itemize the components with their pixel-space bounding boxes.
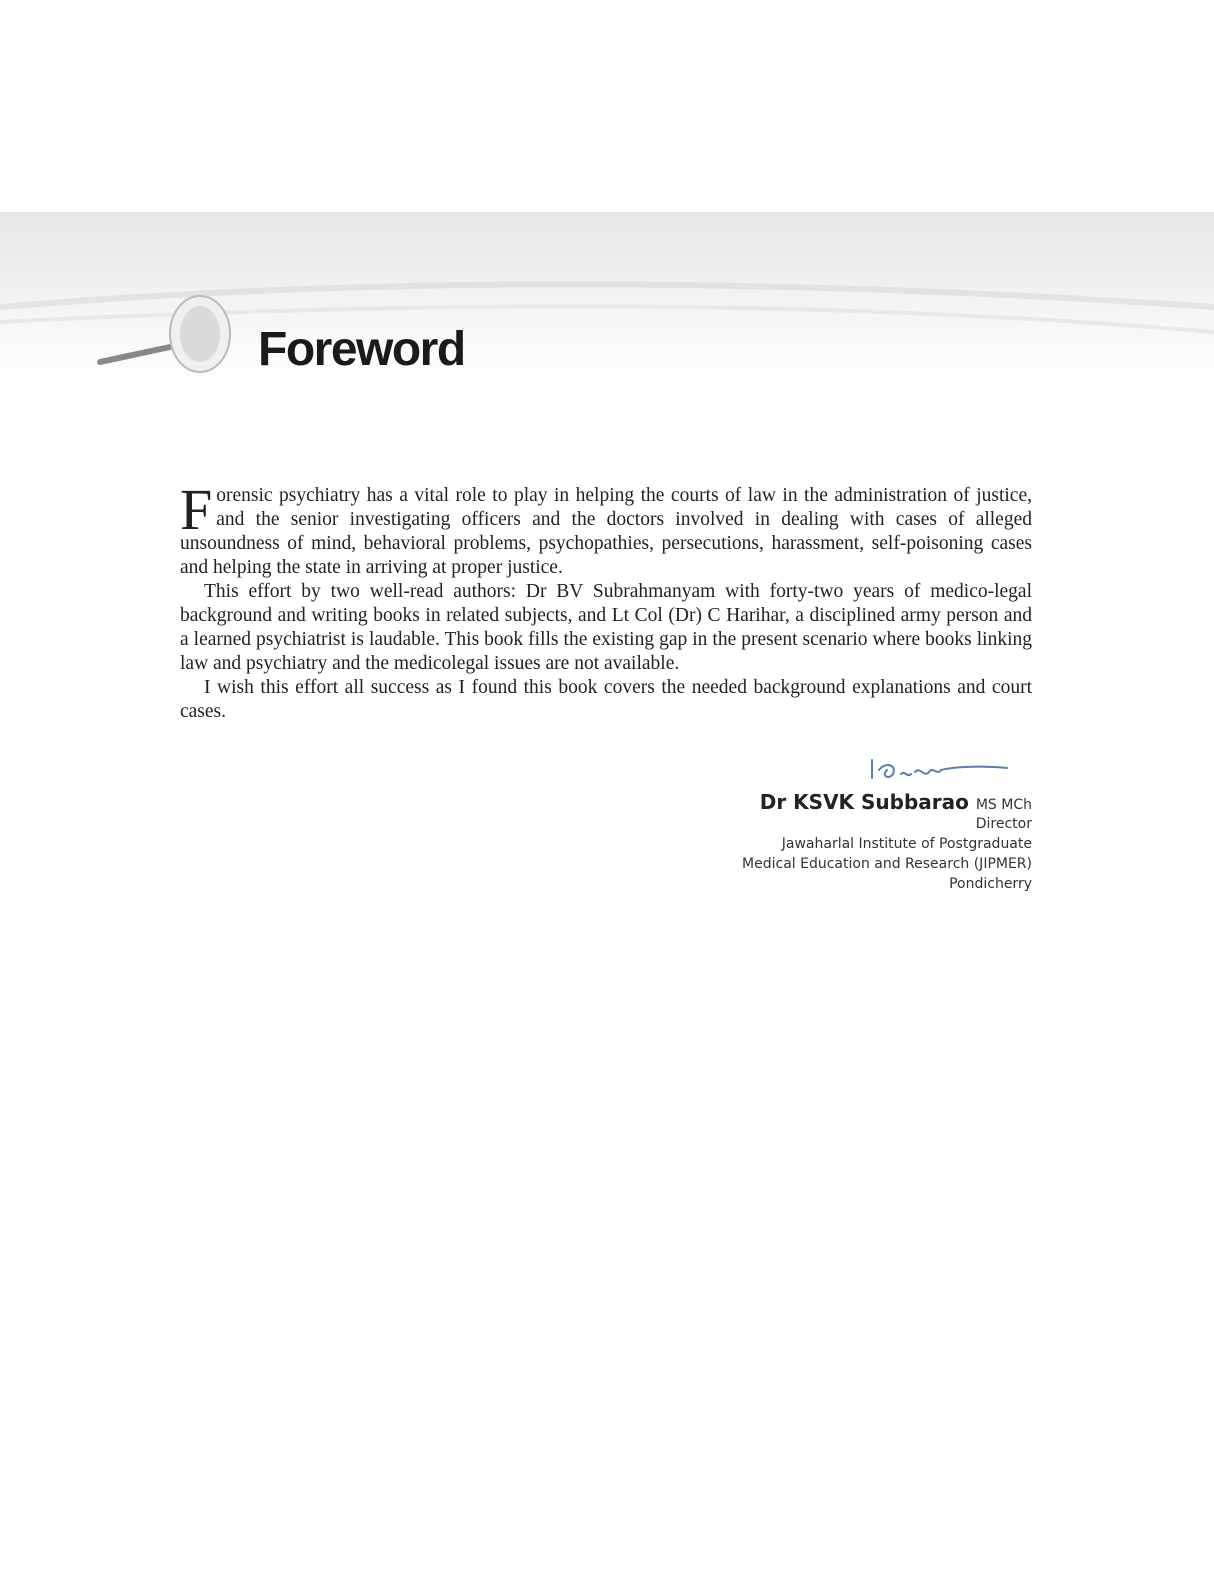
banner-decoration xyxy=(0,212,1214,422)
paragraph-2: This effort by two well-read authors: Dr BV Subrahmanyam with forty-two years of medico-legal background and writing books in related subjects, and Lt Col (Dr) C Harihar, a disciplined army person and a learned psychiatrist is laudable. This book fills the existing gap in the present scenario where books linking law and psychiatry and the medicolegal issues are not available. xyxy=(180,581,1032,674)
institution-line-2: Medical Education and Research (JIPMER) xyxy=(742,856,1032,872)
drop-cap: F xyxy=(180,477,213,542)
page-title: Foreword xyxy=(258,323,465,376)
signature-block xyxy=(742,752,1032,894)
header-banner xyxy=(0,212,1214,422)
location: Pondicherry xyxy=(949,876,1032,892)
paragraph-3: I wish this effort all success as I found this book covers the needed background explanations and court cases. xyxy=(180,677,1032,722)
paragraph-1 xyxy=(180,477,1032,580)
handwritten-signature xyxy=(867,752,1012,786)
institution-line-1: Jawaharlal Institute of Postgraduate xyxy=(781,836,1032,852)
author-name: Dr KSVK Subbarao xyxy=(759,790,969,814)
author-qualifications: MS MCh xyxy=(975,797,1032,813)
paragraph-1-text: orensic psychiatry has a vital role to play in helping the courts of law in the administration of justice, and the senior investigating officers and the doctors involved in dealing with cases of alleged unsoundness of mind, behavioral problems, psychopathies, persecutions, harassment, self-poisoning cases and helping the state in arriving at proper justice. xyxy=(180,485,1032,578)
author-title: Director xyxy=(975,816,1032,832)
foreword-text xyxy=(180,477,1032,724)
